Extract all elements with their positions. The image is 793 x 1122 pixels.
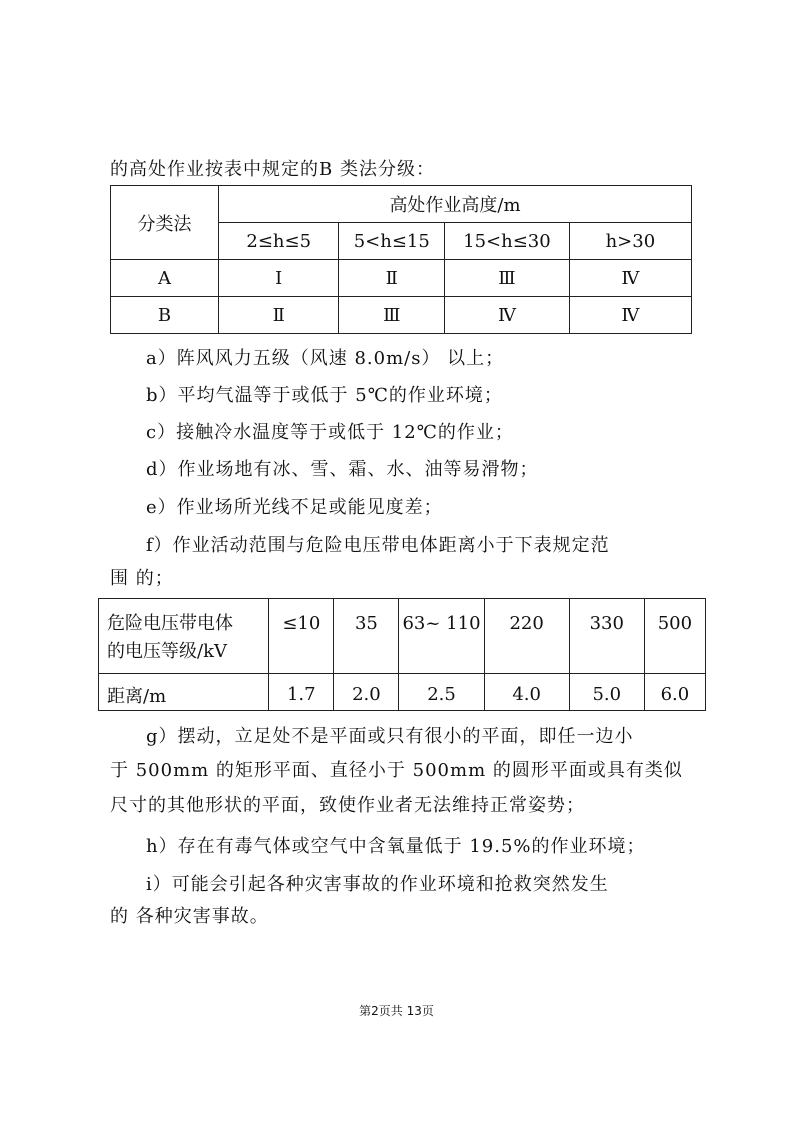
table1-cell: Ⅲ [445,260,570,297]
table2-distance: 2.0 [334,674,399,711]
table1-cell: Ⅳ [569,297,691,334]
table1-col-0: 2≤h≤5 [219,223,339,260]
table2-voltage: 35 [334,599,399,674]
table1-row-label: B [111,297,219,334]
table2-distance: 1.7 [269,674,334,711]
table1-row-label: A [111,260,219,297]
item-b: b）平均气温等于或低于 5℃的作业环境； [146,385,503,406]
table1-col-3: h>30 [569,223,691,260]
table1-group-header: 高处作业高度/m [219,186,692,223]
item-a: a）阵风风力五级（风速 8.0m/s） 以上； [146,348,505,369]
item-e: e）作业场所光线不足或能见度差； [146,497,443,518]
table1-col-2: 15<h≤30 [445,223,570,260]
table1-row-b [111,297,692,334]
page-footer: 第2页共 13页 [359,1004,434,1018]
table1-corner: 分类法 [111,186,219,260]
item-c: c）接触冷水温度等于或低于 12℃的作业； [146,422,514,443]
item-i-line2: 的 各种灾害事故。 [110,906,269,927]
item-f-line2: 围 的； [110,568,174,589]
item-i-line1: i）可能会引起各种灾害事故的作业环境和抢救突然发生 [146,874,609,895]
table2-distance: 2.5 [399,674,484,711]
table2-voltage: 330 [569,599,644,674]
table1-cell: Ⅳ [569,260,691,297]
item-g-line2: 于 500mm 的矩形平面、直径小于 500mm 的圆形平面或具有类似 [110,760,683,781]
height-classification-table [110,185,692,334]
table2-voltage: 500 [644,599,705,674]
table1-cell: Ⅳ [445,297,570,334]
table2-voltage: 220 [484,599,569,674]
table2-header-label [99,599,269,674]
table2-distance: 6.0 [644,674,705,711]
table2-header-line1: 危险电压带电体 [107,613,233,634]
item-h: h）存在有毒气体或空气中含氧量低于 19.5%的作业环境； [146,836,646,857]
item-g-line3: 尺寸的其他形状的平面，致使作业者无法维持正常姿势； [110,795,585,816]
table1-cell: Ⅱ [219,297,339,334]
table2-voltage: 63~ 110 [399,599,484,674]
intro-text: 的高处作业按表中规定的B 类法分级： [110,159,435,180]
table1-cell: Ⅰ [219,260,339,297]
table1-cell: Ⅲ [339,297,445,334]
table2-voltage: ≤10 [269,599,334,674]
item-f-line1: f）作业活动范围与危险电压带电体距离小于下表规定范 [146,535,610,556]
table1-col-1: 5<h≤15 [339,223,445,260]
voltage-distance-table [98,598,706,711]
table2-header-line2: 的电压等级/kV [107,641,227,662]
table2-distance: 4.0 [484,674,569,711]
table1-cell: Ⅱ [339,260,445,297]
table1-row-a [111,260,692,297]
table2-distance: 5.0 [569,674,644,711]
item-g-line1: g）摆动，立足处不是平面或只有很小的平面，即任一边小 [146,726,634,747]
table2-distance-label: 距离/m [99,674,269,711]
item-d: d）作业场地有冰、雪、霜、水、油等易滑物； [146,459,539,480]
